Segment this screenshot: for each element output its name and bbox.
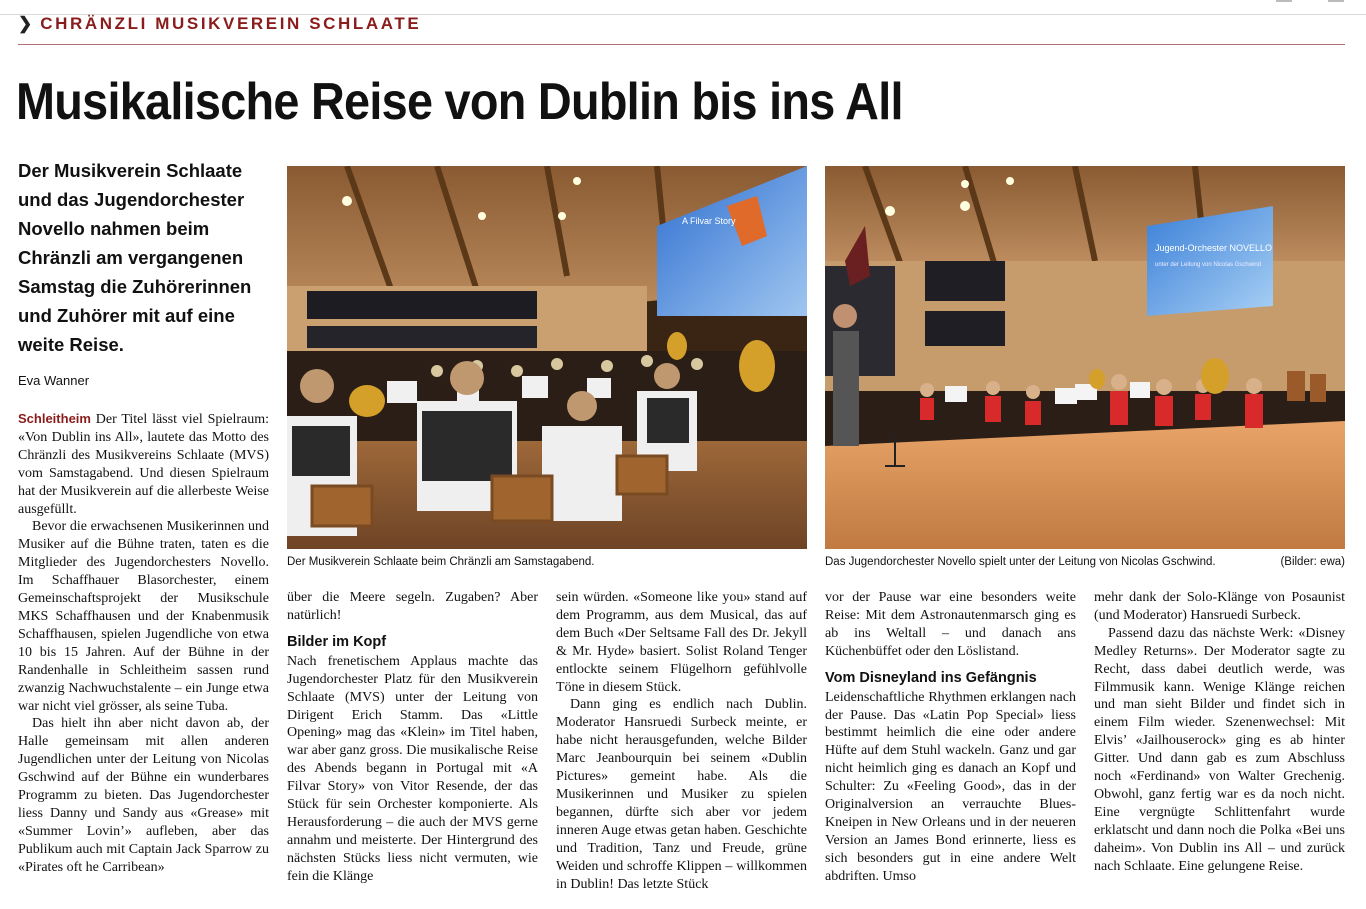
- section-divider: [18, 44, 1345, 45]
- photo-credit: (Bilder: ewa): [1280, 556, 1345, 568]
- paragraph: Leidenschaftliche Rhythmen erklangen nach der Pause. Das «Latin Pop Special» liess bestimmt heimlich die eine oder andere Hüfte auf dem Stuhl wackeln. Ganz und gar nicht heimlich ging es danach an Kopf und Schulter: Zu «Feeling Good», das in der Originalversion an verrauchte Blues-Kneipen in New Orleans und in der neueren Version an James Bond erinnerte, liess es sich besonders gut in eine andere Welt abdriften. Umso: [825, 689, 1076, 884]
- author-byline: Eva Wanner: [18, 373, 90, 388]
- section-title: CHRÄNZLI MUSIKVEREIN SCHLAATE: [40, 14, 422, 33]
- photo-caption-left: Der Musikverein Schlaate beim Chränzli am Samstagabend.: [287, 556, 595, 568]
- article-column-4: [825, 589, 1076, 886]
- paragraph: sein würden. «Someone like you» stand auf dem Programm, aus dem Musical, das auf dem Buch «Der Seltsame Fall des Dr. Jekyll & Mr. Hyde» basiert. Solist Roland Tenger entlockte seinem Flügelhorn gefühlvolle Töne in diesem Stück.: [556, 590, 807, 695]
- photo-musikverein: [287, 166, 807, 549]
- subheading: Vom Disneyland ins Gefängnis: [825, 669, 1037, 686]
- paragraph: Das hielt ihn aber nicht davon ab, der Halle gemeinsam mit allen anderen Jugendlichen unter der Leitung von Nicolas Gschwind auf der Bühne ein wunderbares Programm zu bieten. Das Jugendorchester liess Danny und Sandy aus «Grease» mit «Summer Lovin’» aufleben, aber das Publikum auch mit Captain Jack Sparrow zu «Pirates oft he Carribean»: [18, 716, 269, 875]
- photo-jugendorchester: [825, 166, 1345, 549]
- screen-subtitle: unter der Leitung von Nicolas Gschwind: [1155, 262, 1262, 268]
- dateline: Schleitheim: [18, 411, 91, 426]
- corner-mark: [1328, 0, 1344, 2]
- paragraph: Nach frenetischem Applaus machte das Jugendorchester Platz für den Musikverein Schlaate (MVS) unter der Leitung von Dirigent Erich Stamm. Das «Little Opening» mag das «Klein» im Titel haben, war aber ganz gross. Die musikalische Reise des Abends begann in Portugal mit «A Filvar Story» von Vitor Resende, der das Stück für sein Orchester komponierte. Als Herausforderung – die auch der MVS gerne annahm und meisterte. Der Hintergrund des nächsten Stücks liess nicht vermuten, wie fein die Klänge: [287, 653, 538, 884]
- article-lead: Der Musikverein Schlaate und das Jugendorchester Novello nahmen beim Chränzli am vergangenen Samstag die Zuhörerinnen und Zuhörer mit auf eine weite Reise.: [18, 160, 252, 355]
- paragraph: [18, 410, 269, 518]
- photo-caption-right: Das Jugendorchester Novello spielt unter der Leitung von Nicolas Gschwind.: [825, 556, 1216, 568]
- paragraph: über die Meere segeln. Zugaben? Aber natürlich!: [287, 590, 538, 623]
- paragraph: Passend dazu das nächste Werk: «Disney Medley Returns». Der Moderator sagte zu Recht, dass dabei deutlich werde, was Filmmusik kann. Wenige Klänge reichen und man sieht Bilder und findet sich in einem Film wieder. Szenenwechsel: Mit Elvis’ «Jailhouserock» ging es ab hinter Gitter. Und dann gab es zum Abschluss noch «Ferdinand» von Walter Grechenig. Obwohl, ganz fertig war es da noch nicht. Eine vergnügte Schlittenfahrt wurde erklatscht und dann noch die Polka «Bei uns daheim». Von Dublin ins All – und zurück nach Schlaate. Eine gelungene Reise.: [1094, 625, 1345, 874]
- chevron-right-icon: ❯: [18, 14, 33, 33]
- paragraph-text: Der Titel lässt viel Spielraum: «Von Dublin ins All», lautete das Motto des Chränzli des Musikvereins Schlaate (MVS) vom Samstagabend. Und diesen Spielraum hat der Musikverein auf die allerbeste Weise ausgefüllt.: [18, 412, 269, 517]
- paragraph: vor der Pause war eine besonders weite Reise: Mit dem Astronautenmarsch ging es ab ins Weltall – und danach ans Küchenbüffet oder den Löslistand.: [825, 590, 1076, 659]
- screen-title: Jugend-Orchester NOVELLO: [1155, 243, 1273, 253]
- paragraph: mehr dank der Solo-Klänge von Posaunist (und Moderator) Hansruedi Surbeck.: [1094, 590, 1345, 623]
- article-column-2: [287, 589, 538, 886]
- article-column-5: [1094, 589, 1345, 876]
- screen-title: A Filvar Story: [682, 216, 736, 226]
- section-header: [18, 14, 421, 34]
- article-column-3: [556, 589, 807, 893]
- article-column-1: [18, 410, 269, 877]
- subheading: Bilder im Kopf: [287, 633, 387, 650]
- paragraph: Dann ging es endlich nach Dublin. Moderator Hansruedi Surbeck meinte, er habe nicht herausgefunden, welche Bilder Marc Jeanbourquin bei seinem «Dublin Pictures» gemeint habe. Als die Musikerinnen und Musiker zu spielen begannen, dürfte sich aber vor jedem inneren Auge etwas getan haben. Geschichte und Tradition, Tanz und Freude, grüne Weiden und schroffe Klippen – willkommen in Dublin! Das letzte Stück: [556, 697, 807, 892]
- article-headline: Musikalische Reise von Dublin bis ins All: [16, 73, 903, 131]
- paragraph: Bevor die erwachsenen Musikerinnen und Musiker auf die Bühne traten, taten es die Mitglieder des Jugendorchesters Novello. Im Schaffhauer Blasorchester, einem Gemeinschaftsprojekt der Musikschule MKS Schaffhausen und der Knabenmusik Schaffhausen, spielen Jugendliche von etwa 10 bis 15 Jahren. Auf der Bühne in der Randenhalle in Schleitheim sassen rund zwanzig Nachwuchstalente – ein Junge etwa war nicht viel grösser, als seine Tuba.: [18, 519, 269, 714]
- corner-mark: [1276, 0, 1292, 2]
